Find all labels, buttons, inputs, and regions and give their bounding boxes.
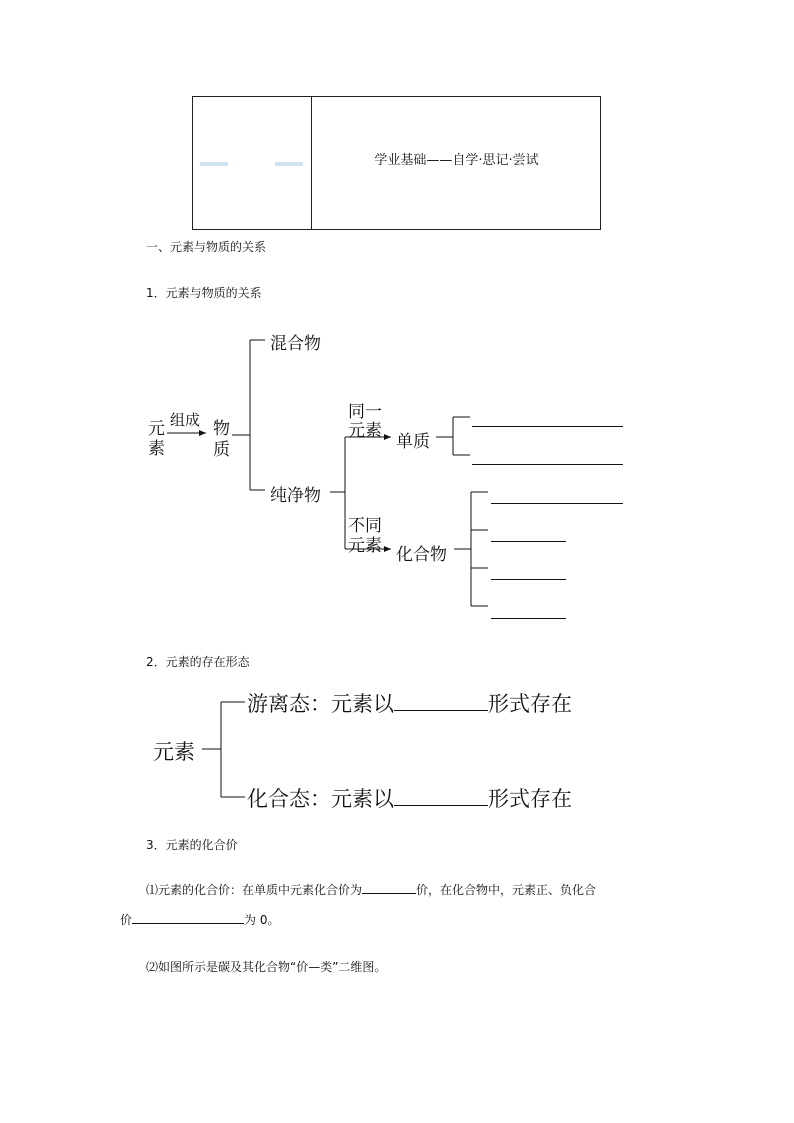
label-compound: 化合物 xyxy=(396,545,447,565)
label-substance-bottom: 质 xyxy=(213,440,230,460)
label-substance-top: 物 xyxy=(213,419,230,439)
blank-valence-simple[interactable] xyxy=(362,893,416,894)
label-same-top: 同一 xyxy=(348,402,382,422)
blank-free-state[interactable] xyxy=(394,710,488,711)
valence-text-b: 价，在化合物中，元素正、负化合 xyxy=(416,883,597,897)
label-pure-substance: 纯净物 xyxy=(270,486,321,506)
valence-text-c: 价 xyxy=(120,913,133,927)
label-compose: 组成 xyxy=(170,411,201,429)
label-diff-top: 不同 xyxy=(348,516,382,536)
label-element-state: 元素 xyxy=(153,740,195,764)
label-mixture: 混合物 xyxy=(270,334,321,354)
free-state-prefix: 游离态：元素以 xyxy=(247,692,394,716)
valence-text-d: 为 0。 xyxy=(244,913,280,927)
combined-state-suffix: 形式存在 xyxy=(488,787,572,811)
section-heading: 一、元素与物质的关系 xyxy=(146,240,267,254)
blank-valence-sum[interactable] xyxy=(132,923,244,924)
label-diff-bottom: 元素 xyxy=(348,536,382,556)
combined-state-line xyxy=(247,783,572,813)
label-element-bottom: 素 xyxy=(148,439,165,459)
valence-paragraph-1-line-1 xyxy=(146,881,596,898)
label-same-bottom: 元素 xyxy=(348,421,382,441)
subheading-1: 1．元素与物质的关系 xyxy=(146,286,262,300)
header-title: 学业基础——自学·思记·尝试 xyxy=(374,153,539,168)
valence-paragraph-1-line-2 xyxy=(120,911,279,928)
valence-paragraph-2: ⑵如图所示是碳及其化合物“价—类”二维图。 xyxy=(146,960,387,974)
blank-combined-state[interactable] xyxy=(394,805,488,806)
valence-text-a: ⑴元素的化合价：在单质中元素化合价为 xyxy=(146,883,363,897)
label-simple-substance: 单质 xyxy=(396,432,430,452)
combined-state-prefix: 化合态：元素以 xyxy=(247,787,394,811)
subheading-3: 3．元素的化合价 xyxy=(146,838,238,852)
free-state-line xyxy=(247,688,572,718)
subheading-2: 2．元素的存在形态 xyxy=(146,655,250,669)
free-state-suffix: 形式存在 xyxy=(488,692,572,716)
label-element-top: 元 xyxy=(148,419,165,439)
